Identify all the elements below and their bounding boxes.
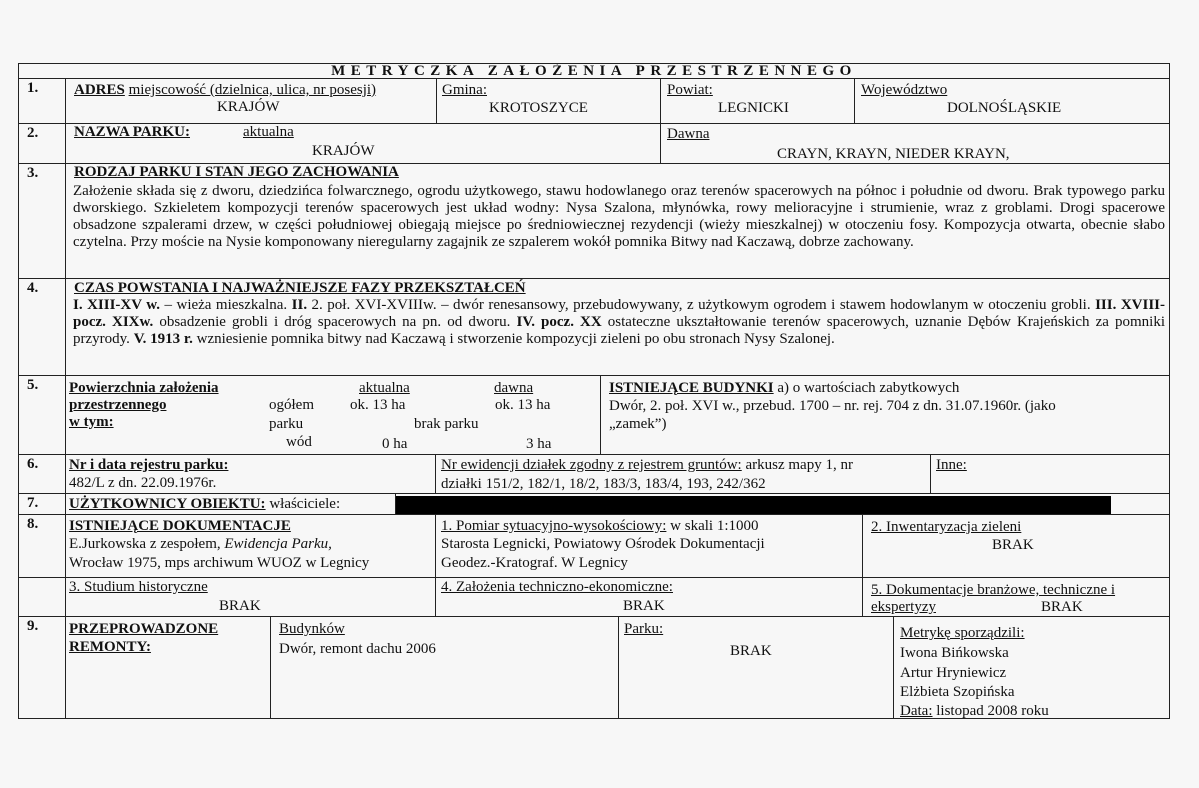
documents-line-1	[69, 536, 332, 553]
section-8	[18, 514, 1170, 617]
renovations-label-1: PRZEPROWADZONE	[69, 621, 219, 637]
area-label-3: w tym:	[69, 414, 114, 430]
area-water-label: wód	[286, 434, 312, 450]
prepared-by-label: Metrykę sporządzili:	[900, 625, 1025, 641]
form-title: METRYCZKA ZAŁOŻENIA PRZESTRZENNEGO	[331, 63, 857, 79]
renovations-label-2: REMONTY:	[69, 639, 151, 655]
users-line	[69, 496, 340, 513]
area-water-current: 0 ha	[382, 436, 408, 452]
tech-econ-value: BRAK	[623, 598, 665, 614]
plots-label: Nr ewidencji działek zgodny z rejestrem gruntów:	[441, 457, 742, 473]
section-6	[18, 454, 1170, 494]
greenery-inventory-label: 2. Inwentaryzacja zieleni	[871, 519, 1022, 535]
park-renovation-label: Parku:	[624, 621, 664, 637]
section-number: 8.	[27, 516, 39, 532]
section-number: 1.	[27, 80, 39, 96]
phase-5-text: wzniesienie pomnika bitwy nad Kaczawą i stworzenie kompozycji zieleni po obu stronach Nysy Szalonej.	[192, 331, 835, 347]
tech-econ-label: 4. Założenia techniczno-ekonomiczne:	[441, 579, 673, 595]
history-study-value: BRAK	[219, 598, 261, 614]
park-type-description: Założenie składa się z dworu, dziedzińca folwarcznego, ogrodu użytkowego, stawu hodowlanego oraz terenów spacerowych na północ i południe od dworu. Brak typowego parku dworskiego. Szkieletem kompozycji terenów spacerowych jest układ wodny: Nysa Szalona, młynówka, rowy melioracyjne i strumienie, wraz z groblami. Drogi spacerowe obsadzone szpalerami drzew, w części południowej obiegają miejsce po średniowiecznej rezydencji (wieży mieszkalnej) w otoczeniu fosy. Kompozycja otwarta, obecnie słabo czytelna. Przy moście na Nysie komponowany nieregularny zagajnik ze szpalerem wokół pomnika Bitwy nad Kaczawą, dobrze zachowany.	[73, 183, 1165, 250]
other-label: Inne:	[936, 457, 967, 473]
author-2: Artur Hryniewicz	[900, 665, 1007, 681]
park-type-label: RODZAJ PARKU I STAN JEGO ZACHOWANIA	[74, 164, 399, 180]
phase-3-text: obsadzenie grobli i dróg spacerowych na pn. od dworu.	[153, 314, 517, 330]
survey-scale: w skali 1:1000	[666, 518, 759, 534]
area-former-header: dawna	[494, 380, 534, 396]
section-5	[18, 375, 1170, 455]
branch-docs-value: BRAK	[1041, 599, 1083, 615]
register-value: 482/L z dn. 22.09.1976r.	[69, 475, 217, 491]
section-3	[18, 163, 1170, 279]
area-total-label: ogółem	[269, 397, 314, 413]
date-value: listopad 2008 roku	[932, 703, 1049, 719]
buildings-label-line	[609, 380, 959, 397]
register-label: Nr i data rejestru parku:	[69, 457, 229, 473]
park-name-label: NAZWA PARKU:	[74, 124, 190, 140]
buildings-renovation-value: Dwór, remont dachu 2006	[279, 641, 436, 657]
documents-title: Ewidencja Parku,	[224, 536, 332, 552]
park-renovation-value: BRAK	[730, 643, 772, 659]
plots-text-1: arkusz mapy 1, nr	[741, 457, 853, 473]
section-number: 4.	[27, 280, 39, 296]
greenery-inventory-value: BRAK	[992, 537, 1034, 553]
branch-docs-label: 5. Dokumentacje branżowe, techniczne i	[871, 582, 1116, 598]
survey-line	[441, 518, 759, 535]
phase-2-label: II.	[291, 297, 308, 313]
history-study-label: 3. Studium historyczne	[69, 579, 208, 595]
area-total-current: ok. 13 ha	[350, 397, 406, 413]
gmina-label: Gmina:	[442, 82, 487, 98]
documents-place: Wrocław 1975, mps archiwum WUOZ w Legnicy	[69, 555, 370, 571]
area-water-former: 3 ha	[526, 436, 552, 452]
former-name-value: CRAYN, KRAYN, NIEDER KRAYN,	[777, 146, 1010, 162]
buildings-label: ISTNIEJĄCE BUDYNKI	[609, 380, 774, 396]
survey-text-2: Geodez.-Kratograf. W Legnicy	[441, 555, 628, 571]
survey-text-1: Starosta Legnicki, Powiatowy Ośrodek Dokumentacji	[441, 536, 765, 552]
history-label: CZAS POWSTANIA I NAJWAŻNIEJSZE FAZY PRZEKSZTAŁCEŃ	[74, 280, 526, 296]
phase-2-text: 2. poł. XVI-XVIIIw. – dwór renesansowy, przebudowywany, z użytkowym ogrodem i stawem hodowlanym w otoczeniu grobli.	[307, 297, 1096, 313]
section-number: 2.	[27, 125, 39, 141]
phase-3-label: III. XVIII-pocz. XIXw.	[73, 297, 1165, 330]
address-value: KRAJÓW	[217, 99, 280, 115]
plots-text-2: działki 151/2, 182/1, 18/2, 183/3, 183/4, 193, 242/362	[441, 476, 766, 492]
branch-docs-label-2: ekspertyzy	[871, 599, 936, 615]
current-name-label: aktualna	[243, 124, 294, 140]
form-table	[18, 63, 1170, 719]
section-number: 6.	[27, 456, 39, 472]
area-park-label: parku	[269, 416, 304, 432]
phase-1-label: I. XIII-XV w.	[73, 297, 161, 313]
address-label: ADRES	[74, 82, 125, 98]
buildings-renovation-label: Budynków	[279, 621, 345, 637]
author-1: Iwona Bińkowska	[900, 645, 1009, 661]
users-hint: właściciele:	[265, 496, 341, 512]
wojewodztwo-label: Województwo	[861, 82, 948, 98]
area-park-value: brak parku	[414, 416, 479, 432]
section-9	[18, 616, 1170, 719]
documents-author: E.Jurkowska z zespołem,	[69, 536, 225, 552]
powiat-label: Powiat:	[667, 82, 713, 98]
redaction-bar	[396, 496, 1111, 515]
former-name-label: Dawna	[667, 126, 710, 142]
section-2	[18, 123, 1170, 164]
area-label-2: przestrzennego	[69, 397, 167, 413]
address-hint: miejscowość (dzielnica, ulica, nr posesji)	[128, 82, 377, 98]
users-label: UŻYTKOWNICY OBIEKTU:	[69, 496, 266, 512]
area-total-former: ok. 13 ha	[495, 397, 551, 413]
buildings-text-1: Dwór, 2. poł. XVI w., przebud. 1700 – nr. rej. 704 z dn. 31.07.1960r. (jako	[609, 398, 1056, 414]
plots-line-1	[441, 457, 853, 474]
history-description	[73, 297, 1165, 348]
section-number: 7.	[27, 495, 39, 511]
current-name-value: KRAJÓW	[312, 143, 375, 159]
section-number: 3.	[27, 165, 39, 181]
author-3: Elżbieta Szopińska	[900, 684, 1015, 700]
date-line	[900, 703, 1049, 719]
section-1	[18, 78, 1170, 124]
section-4	[18, 278, 1170, 376]
area-label-1: Powierzchnia założenia	[69, 380, 219, 396]
gmina-value: KROTOSZYCE	[489, 100, 588, 116]
powiat-value: LEGNICKI	[718, 100, 789, 116]
phase-1-text: – wieża mieszkalna.	[160, 297, 292, 313]
title-row	[18, 63, 1170, 79]
buildings-text-2: „zamek”)	[609, 416, 667, 432]
section-7	[18, 493, 1170, 515]
phase-4-text: ostateczne ukształtowanie terenów spacerowych, uznanie Dębów Krajeńskich za pomniki przyrody.	[73, 314, 1165, 347]
phase-4-label: IV. pocz. XX	[516, 314, 602, 330]
documents-label: ISTNIEJĄCE DOKUMENTACJE	[69, 518, 291, 534]
buildings-hint: a) o wartościach zabytkowych	[773, 380, 960, 396]
address-label-line	[74, 82, 376, 99]
phase-5-label: V. 1913 r.	[133, 331, 193, 347]
area-current-header: aktualna	[359, 380, 410, 396]
survey-label: 1. Pomiar sytuacyjno-wysokościowy:	[441, 518, 667, 534]
section-number: 5.	[27, 377, 39, 393]
section-number: 9.	[27, 618, 39, 634]
wojewodztwo-value: DOLNOŚLĄSKIE	[947, 100, 1062, 116]
date-label: Data:	[900, 703, 933, 719]
